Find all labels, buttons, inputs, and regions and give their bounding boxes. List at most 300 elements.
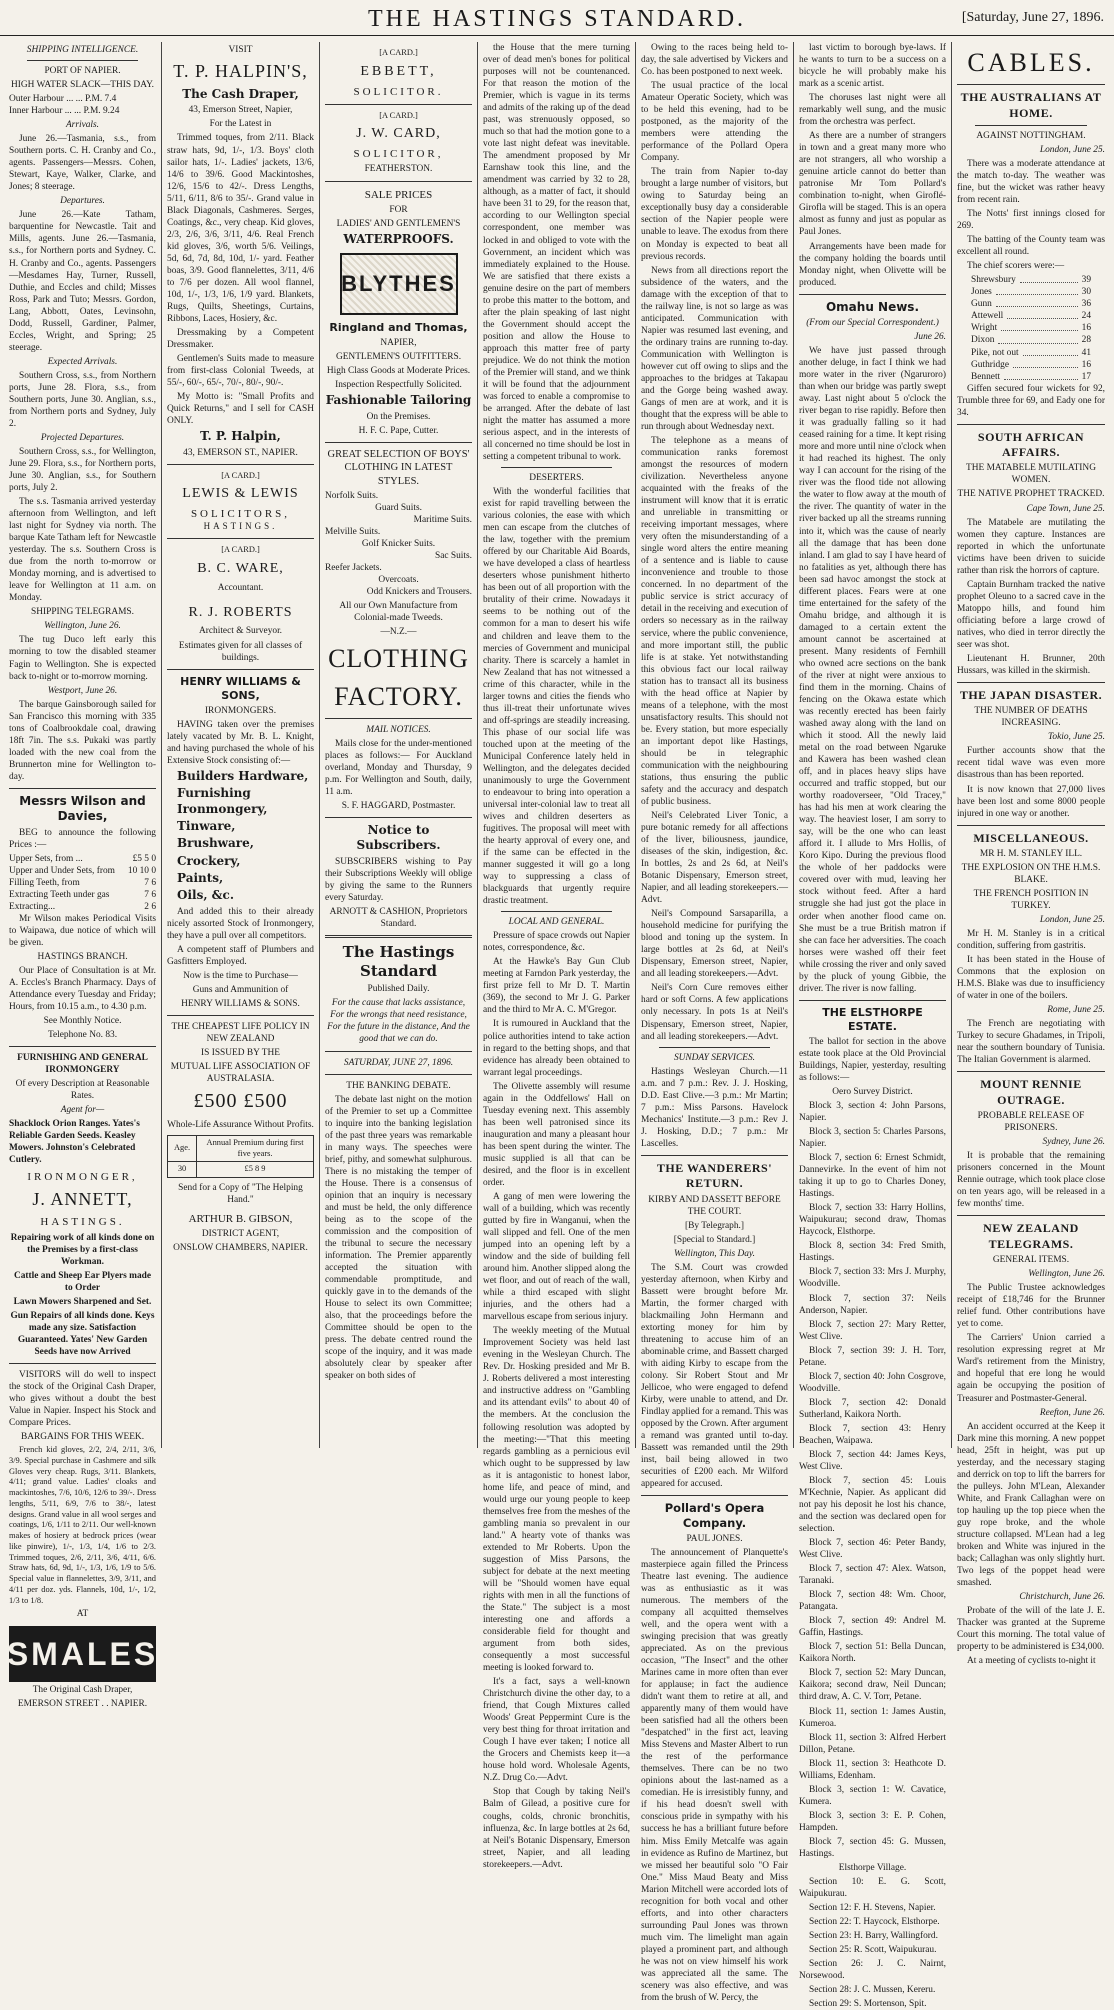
divider [9, 788, 156, 789]
annett-name: J. ANNETT, [32, 1189, 133, 1210]
by-telegraph: [By Telegraph.] [684, 1220, 745, 1231]
visitors-text: VISITORS will do well to inspect the stock of the Original Cash Draper, who gives without a doubt the best Value in Napier. Inspect his Stock and Compare Prices. [9, 1369, 156, 1428]
column-2 [162, 42, 320, 1448]
general-items: GENERAL ITEMS. [992, 1255, 1070, 1266]
village-item: Section 25: R. Scott, Waipukurau. [809, 1945, 937, 1956]
dot-leader [1001, 322, 1077, 331]
lewis-role: SOLICITORS, [190, 508, 291, 521]
south-africa-sub: THE MATABELE MUTILATING WOMEN. [966, 463, 1096, 486]
boys-list [325, 490, 472, 598]
cutter: H. F. C. Pape, Cutter. [358, 425, 439, 436]
dateline: Reefton, June 26. [1039, 1407, 1105, 1418]
standard-title: The Hastings Standard [342, 942, 455, 981]
ballot-item: Block 7, section 39: J. H. Torr, Petane. [799, 1345, 946, 1368]
choruses: The choruses last night were all remarkably well sung, and the music from the orchestra was perfect. [799, 93, 946, 128]
price-value: 10 10 0 [127, 865, 156, 876]
smales-tagline: The Original Cash Draper, [32, 1685, 133, 1696]
divider [957, 1215, 1105, 1216]
dressmaking: Dressmaking by a Competent Dressmaker. [167, 327, 314, 351]
price-item: Upper Sets, from ... [9, 853, 83, 864]
cables-heading: CABLES. [967, 48, 1095, 77]
ballot-item: Block 11, section 3: Alfred Herbert Dillon, Petane. [799, 1732, 946, 1755]
telegram-text: Probate of the will of the late J. E. Thacker was granted at the Supreme Court this morning. The total value of property to be administered is £34,000. [957, 1606, 1105, 1653]
ebbett-name: EBBETT, [360, 63, 437, 79]
scorer-row [957, 322, 1105, 334]
divider [167, 464, 314, 465]
boys-item: Reefer Jackets. [325, 563, 382, 574]
card-town: FEATHERSTON. [364, 164, 433, 175]
halpin-sign-address: 43, EMERSON ST., NAPIER. [183, 447, 298, 458]
price-row [9, 877, 156, 889]
ballot-item: Block 7, section 52: Mary Duncan, Kaikora; second draw, Neil Duncan; third draw, A. C. V. Torr, Petane. [799, 1668, 946, 1703]
divider [325, 935, 472, 938]
cables-text: There was a moderate attendance at the match to-day. The weather was fine, but the wicket was rather heavy from recent rain. [957, 159, 1105, 206]
price-list [9, 853, 156, 913]
clothing-label: CLOTHING [328, 644, 469, 674]
annett-guns: Gun Repairs of all kinds done. Keys made any size. Satisfaction Guaranteed. Yates' New Garden Seeds have now Arrived [10, 1310, 155, 1357]
dateline: London, June 25. [1039, 915, 1105, 926]
divider [957, 84, 1105, 85]
stock-item: Paints, [177, 871, 224, 886]
oero-heading: Oero Survey District. [832, 1087, 913, 1098]
nz-label: —N.Z.— [380, 627, 417, 638]
ballot-list [799, 1100, 946, 1860]
card-name: J. W. CARD, [356, 126, 441, 142]
lewis-town: HASTINGS. [203, 521, 278, 532]
elsthorpe-intro: The ballot for section in the above estate took place at the Old Provincial Buildings, Napier, yesterday, resulting as follows:— [799, 1036, 946, 1083]
agent-for: Agent for— [60, 1105, 105, 1116]
divider [799, 1000, 946, 1001]
village-item: Section 12: F. H. Stevens, Napier. [809, 1902, 936, 1913]
ballot-item: Block 7, section 49: Andrel M. Gaffin, Hastings. [799, 1616, 946, 1639]
south-africa-sub: THE NATIVE PROPHET TRACKED. [957, 489, 1105, 500]
halpin-name: T. P. HALPIN'S, [173, 61, 308, 82]
annett-mowers: Lawn Mowers Sharpened and Set. [13, 1296, 152, 1307]
arrivals-heading: Arrivals. [65, 120, 100, 131]
divider [501, 911, 612, 912]
subscribers-text: SUBSCRIBERS wishing to Pay their Subscriptions Weekly will oblige by giving the same to the Runners every Saturday. [325, 856, 472, 903]
local-item: It is rumoured in Auckland that the police authorities intend to take action in regard to the betting shops, and that evidence has already been obtained to warrant legal proceedings. [483, 1019, 630, 1078]
paul-jones: PAUL JONES. [686, 1533, 743, 1544]
branch-text: Our Place of Consultation is at Mr. A. Eccles's Branch Pharmacy. Days of Attendance every Tuesday and Friday; Hours, from 10.15 a.m., to 4.30 p.m. [9, 965, 156, 1012]
telegram-text: The barque Gainsborough sailed for San Francisco this morning with 335 tons of Coalbrookdale coal, drawing 18ft 7in. The s.s. Pukaki was partly loaded with the new coal from the Brunnerton mine for Wellington to-day. [9, 699, 156, 782]
divider [325, 442, 472, 443]
henry-williams-list [167, 769, 314, 904]
village-item: Section 22: T. Haycock, Elsthorpe. [809, 1917, 940, 1928]
advertisement: Neil's Celebrated Liver Tonic, a pure botanic remedy for all affections of the liver, biliousness, jaundice, diseases of the skin, indigestion, &c. In bottles, 2s and 2s 6d, at Neil's Botanic Dispensary, Emerson street, Napier, and all leading storekeepers.—Advt. [641, 810, 788, 906]
strangers: As there are a number of strangers in town and a great many more who are not strangers, all who worship a genuine article cannot do better than patronise Mr Tom Pollard's combination to-night, when Giroflé-Girofla will be staged. This is an opera almost as funny and just as popular as Paul Jones. [799, 131, 946, 238]
dot-leader [998, 334, 1077, 343]
divider [9, 1046, 156, 1047]
sale-for: FOR [389, 204, 408, 215]
cables-text: Further accounts show that the recent tidal wave was even more disastrous than has been reported. [957, 746, 1105, 781]
own-make: All our Own Manufacture from Colonial-made Tweeds. [339, 601, 458, 624]
card-role: SOLICITOR, [353, 148, 444, 161]
stock-item: Builders Hardware, [177, 768, 309, 783]
boys-item: Golf Knicker Suits. [361, 539, 436, 550]
dot-leader [1013, 359, 1078, 368]
tailoring: Fashionable Tailoring [325, 393, 472, 408]
advertisement: Neil's Corn Cure removes either hard or soft Corns. A few applications only necessary. In pots 1s at Neil's Dispensary, Emerson street, Napier, and all leading storekeepers.—Advt. [641, 983, 788, 1042]
dateline: Sydney, June 26. [1042, 1137, 1105, 1148]
premium-amount: £5 8 9 [197, 1162, 314, 1178]
henry-williams-sign: HENRY WILLIAMS & SONS. [181, 998, 300, 1009]
divider [799, 294, 946, 295]
ballot-item: Block 7, section 42: Donald Sutherland, Kaikora North. [799, 1397, 946, 1420]
omahu-heading: Omahu News. [825, 299, 920, 314]
life-amount: £500 £500 [193, 1090, 288, 1113]
nottingham-sub: AGAINST NOTTINGHAM. [976, 130, 1086, 141]
telegram-text: The Public Trustee acknowledges receipt of £18,746 for the Brunner relief fund. Other contributions have yet to come. [957, 1283, 1105, 1330]
stock-item: Crockery, [177, 853, 241, 868]
scorer-name: Pike, not out [971, 347, 1019, 358]
misc-sub: MR H. M. STANLEY ILL. [979, 848, 1083, 859]
dateline: Wellington, This Day. [674, 1248, 755, 1259]
henry-williams-now: Now is the time to Purchase— [183, 970, 298, 981]
card-label: [A CARD.] [221, 470, 260, 480]
telegram-text: At a meeting of cyclists to-night it [967, 1656, 1096, 1667]
misc-heading: MISCELLANEOUS. [973, 830, 1089, 845]
ballot-item: Block 3, section 3: E. P. Cohen, Hampden. [799, 1810, 946, 1833]
halpin-for: For the Latest in [209, 119, 272, 130]
ware-role: Accountant. [217, 582, 264, 593]
omahu-date: June 26. [914, 332, 946, 343]
ballot-item: Block 11, section 1: James Austin, Kumeroa. [799, 1706, 946, 1729]
dateline: London, June 25. [1039, 145, 1105, 156]
premium-age: 30 [168, 1162, 197, 1178]
divider [325, 718, 472, 719]
ballot-item: Block 11, section 3: Heathcote D. Williams, Edenham. [799, 1758, 946, 1781]
arrangements: Arrangements have been made for the company holding the boards until Monday night, when Olivette will be produced. [799, 241, 946, 288]
wilson-intro: BEG to announce the following Prices :— [9, 827, 156, 850]
sunday-text: Hastings Wesleyan Church.—11 a.m. and 7 p.m.: Rev. J. J. Hosking, D.D. East Clive.—3 p.m.: Mr Martin; 7 p.m.: Miss Parsons. Havelock Mechanics' Institute.—3 p.m.: Rev J. J. Hosking, D.D.; 7 p.m.: Mr Lascelles. [641, 1066, 788, 1149]
banking-text: The debate last night on the motion of the Premier to set up a Committee to inquire into the banking legislation of the past three years was remarkable in many ways. The speeches were brief, pithy, and somewhat sulphurous. There is no mistaking the temper of the House. There is a consensus of opinion that an inquiry is necessary and must be held, the only difference being as to the scope of the commission and the composition of the tribunal to secure the necessary information. The Premier apparently accepted the situation with commendable promptitude, and quickly gave in to the demands of the House to select its own Committee; also, that the proceedings before the Committee should be open to the press. The debate centred round the scope of the inquiry, and it was made absolutely clear by speaker after speaker on both sides of [325, 1094, 472, 1382]
cables-text: Mr H. M. Stanley is in a critical condition, suffering from gastritis. [957, 929, 1105, 952]
scorer-name: Shrewsbury [971, 275, 1016, 286]
divider [167, 538, 314, 539]
wanderers-text: The S.M. Court was crowded yesterday afternoon, when Kirby and Bassett were brought before Mr. Martin, the former charged with blackmailing John Hermann and extorting money for him by threatening to accuse him of an abominable crime, and Bassett charged with aiding Kirby to escape from the colony. Sir Robert Stout and Mr Jellicoe, who were engaged to defend Kirby, were unable to attend, and Dr. Findlay applied for a remand. This was opposed by the Crown. After argument a remand was granted until to-day. Bassett was remanded until the 29th inst, bail being allowed in two securities of £200 each. Mr Wilford appeared for accused. [641, 1262, 788, 1490]
divider [975, 125, 1087, 126]
ballot-item: Block 3, section 5: Charles Parsons, Napier. [799, 1127, 946, 1150]
scorer-name: Gunn [971, 299, 992, 310]
deserters-text: With the wonderful facilities that exist for rapid travelling between the various colonies, the ease with which men can escape from the clutches of the law, together with the premium offered by our Charitable Aid Boards, we have developed a class of heartless deserters whose punishment hitherto has been out of all proportion with the brutality of their crime. Nowadays it seems to be nothing out of the common for a man to desert his wife and children and leave them to the mercies of Government and municipal charity. There is scarcely a hamlet in New Zealand that has not witnessed a crime of this character, while in the larger towns and cities the fiends who thus ill-treat their unfortunate wives and off-springs are steadily increasing. This phase of our social life was touched upon at the meeting of the Municipal Conference lately held in Wellington, and the delegates decided unanimously to urge the Government to endeavour to bring into operation a universal inter-colonial law to treat all wives and children deserters as fugitives. The proposal will meet with the hearty approval of every one, and if the same can be effected in the manner suggested it will go a long way to suppressing a class of blackguards that urgently require drastic treatment. [483, 487, 630, 907]
village-item: Section 10: E. G. Scott, Waipukurau. [799, 1876, 946, 1899]
local-item: News from all directions report the subsidence of the waters, and the damage with the exception of that to the railway line, is not so large as was anticipated. Communication with Napier was resumed last evening, and the ordinary trains are running to-day. Communication with Wellington is however cut off owing to slips and the approaches to the bridges at Takapau and the Gorge being washed away. Gangs of men are at work, and it is thought that the express will be able to run through about Wednesday next. [641, 265, 788, 432]
pollard-heading: Pollard's Opera Company. [664, 1501, 765, 1530]
boys-item: Maritime Suits. [413, 515, 472, 525]
dot-leader [1007, 310, 1077, 319]
dateline: Wellington, June 26. [1028, 1269, 1105, 1280]
divider [659, 1047, 770, 1048]
high-class: High Class Goods at Moderate Prices. [326, 366, 471, 377]
furnishing-heading: FURNISHING AND GENERAL IRONMONGERY [17, 1053, 148, 1076]
roberts-role: Architect & Surveyor. [198, 626, 283, 637]
local-item: Stop that Cough by taking Neil's Balm of Gilead, a positive cure for coughs, colds, chronic bronchitis, influenza, &c. In large bottles at 2s 6d, at Neil's Botanic Dispensary, Emerson street, Napier, and all leading storekeepers.—Advt. [483, 1787, 630, 1870]
giffen-text: Giffen secured four wickets for 92, Trumble three for 69, and Eady one for 34. [957, 383, 1105, 418]
scorer-runs: 16 [1081, 359, 1091, 370]
lewis-name: LEWIS & LEWIS [182, 486, 299, 502]
halpin-signature: T. P. Halpin, [200, 429, 281, 444]
scorer-runs: 41 [1081, 347, 1091, 358]
advertisement: Neil's Compound Sarsaparilla, a household medicine for purifying the blood and toning up the system. In large bottles at 2s 6d, at Neil's Dispensary, Emerson street, Napier, and all leading storekeepers.—Advt. [641, 909, 788, 980]
price-row [9, 865, 156, 877]
nz-telegrams-heading: NEW ZEALAND TELEGRAMS. [983, 1221, 1079, 1251]
cables-text: The Matabele are mutilating the women they capture. Instances are reported in which the unfortunate victims have been driven to suicide rather than risk the horrors of capture. [957, 517, 1105, 576]
shipping-notes: The s.s. Tasmania arrived yesterday afternoon from Wellington, and left last night for Sydney via north. The barque Kate Tatham left for Newcastle yesterday. The s.s. Southern Cross is due from the north to-morrow or Monday morning, and is advertised to leave for Wellington at 11 a.m. on Monday. [9, 497, 156, 604]
mail-sign: S. F. HAGGARD, Postmaster. [341, 801, 456, 812]
ballot-item: Block 7, section 40: John Cosgrove, Woodville. [799, 1371, 946, 1394]
local-heading: LOCAL AND GENERAL. [508, 917, 605, 928]
divider [641, 1155, 788, 1156]
column-4 [478, 42, 636, 1870]
shipping-heading: SHIPPING INTELLIGENCE. [26, 45, 139, 55]
scorer-runs: 28 [1081, 335, 1091, 346]
departures-text: June 26.—Kate Tatham, barquentine for Newcastle. Tait and Mills, agents. June 26.—Tasmania, s.s., for Northern ports and Sydney. C. H. Cranby and Co., agents. Passengers—Mesdames Hay, Turner, Russell, Duthie, and Eccles and child; Misses Ross, Park and Tuto; Messrs. Gordon, Lang, Abbott, Oates, Levinsohn, Dodd, Russell, Gardiner, Palmer, Eccles, Wright, and Spring; 25 steerage. [9, 210, 156, 353]
column-7 [952, 42, 1110, 1667]
motto: My Motto is: "Small Profits and Quick Returns," and I sell for CASH ONLY. [167, 392, 314, 427]
local-item: The train from Napier to-day brought a large number of visitors, but owing to Saturday being an exceptionally busy day a considerable section of the Napier people were unable to leave. The exodus from there on Monday is expected to beat all previous records. [641, 167, 788, 262]
card-label: [A CARD.] [379, 48, 418, 57]
suits: Gentlemen's Suits made to measure from first-class Colonial Tweeds, at 55/-, 60/-, 65/-, 70/-, 80/-, 90/-. [167, 354, 314, 389]
price-row [9, 901, 156, 913]
port-heading: PORT OF NAPIER. [44, 66, 121, 77]
scorer-name: Dixon [971, 335, 995, 346]
scorer-row [957, 347, 1105, 359]
ballot-item: Block 7, section 27: Mary Retter, West Clive. [799, 1319, 946, 1342]
scorer-name: Attewell [971, 311, 1004, 322]
stock-item: Tinware, [177, 818, 236, 833]
gibson-address: ONSLOW CHAMBERS, NAPIER. [173, 1243, 308, 1254]
divider [325, 817, 472, 818]
inner-harbour: Inner Harbour ... ... P.M. 9.24 [9, 106, 120, 117]
life-association: MUTUAL LIFE ASSOCIATION OF AUSTRALASIA. [170, 1062, 311, 1085]
roberts-name: R. J. ROBERTS [188, 604, 293, 620]
dot-leader [996, 298, 1078, 307]
column-6 [794, 42, 952, 2010]
scorer-runs: 30 [1081, 287, 1091, 298]
annett-pliers: Cattle and Sheep Ear Plyers made to Order [13, 1270, 152, 1293]
cables-text: The batting of the County team was excellent all round. [957, 235, 1105, 258]
scorer-row [957, 310, 1105, 322]
pollard-text: The announcement of Planquette's masterpiece again filled the Princess Theatre last evening. The audience was as enthusiastic as it was numerous. The members of the company all acquitted themselves well, and the opera went with a swinging precision that was greatly appreciated. As on the previous occasion, "The Insect" and the other Marines came in more often than ever for applause; in fact the audience didn't want them to retire at all, and apparently many of them would have been satisfied had all the others been "despatched" in the first act, leaving Miss Stevens and Master Albert to run the rest of the performance themselves. There can be no two opinions about the last-named as a comedian. He is irresistibly funny, and if his head doesn't swell with conscious pride in sympathy with his success he has a brilliant future before him. Miss Emily Metcalfe was again in evidence as Rufino de Martinez, but we missed her beautiful solo "O Fair One." Miss Maud Beaty and Miss Marion Mitchell were accorded lots of recognition for both vocal and other efforts, and into other characters surrounding Paul Jones was thrown much vim. The limelight man again played a prominent part, and although he was not on view himself his work was appreciated all the same. The scenery was also effective, and was from the brush of W. Percy, the [641, 1547, 788, 2003]
local-item: The weekly meeting of the Mutual Improvement Society was held last evening in the Wesleyan Church. The Rev. Dr. Hosking presided and Mr B. J. Roberts delivered a most interesting and instructive address on "Gambling and its attendant evils" to about 40 of the members. At the conclusion the following resolution was adopted by the meeting:—"That this meeting regards gambling as a pernicious evil which ought to be suppressed by law as it is antagonistic to honest labor, home life, and peace of mind, and would urge our young people to keep themselves free from the meshes of the gambling mania so prevalent in our land." A hearty vote of thanks was extended to Mr Roberts. Upon the suggestion of Miss Parsons, the subject for debate at the next meeting will be "Should women have equal rights with men in all the functions of the State." The subject is a most interesting one and affords a considerable field for thought and argument from both sides, consequently a most successful meeting is looked forward to. [483, 1326, 630, 1674]
divider [957, 682, 1105, 683]
local-item: The telephone as a means of communication ranks foremost amongst the resources of modern civilization. Nevertheless anyone acquainted with the freaks of the instrument will know that it is erratic and unreliable in transmitting or receiving important messages, where very often the misunderstanding of a single word alters the entire meaning of a sentence and is liable to cause inconvenience and trouble to those concerned. In no department of the public service is strict accuracy of detail in the receiving and execution of orders so necessary as in the railway service, where the public convenience, and more important still, the public life is at stake. Yet notwithstanding this obvious fact our local railway station has to transact all its business with the head office at Napier by means of a telephone, with the most unsatisfactory results. This should not be. Every station, but more especially an important depot like Hastings, should be in telegraphic communication with the neighbouring stations, thus ensuring the public safety and the accuracy and despatch of public business. [641, 436, 788, 807]
gibson-role: DISTRICT AGENT, [201, 1229, 280, 1240]
ballot-item: Block 3, section 1: W. Cavatice, Kumera. [799, 1784, 946, 1807]
ringland-town: NAPIER, [380, 338, 417, 349]
scorer-name: Wright [971, 323, 998, 334]
ballot-item: Block 7, section 43: Henry Beachen, Waipawa. [799, 1423, 946, 1446]
published-daily: Published Daily. [367, 984, 430, 995]
high-water-heading: HIGH WATER SLACK—THIS DAY. [10, 80, 155, 91]
halpin-items: Trimmed toques, from 2/11. Black straw hats, 9d, 1/-, 1/3. Boys' cloth sailor hats, 1/-. Ladies' jackets, 13/6, 14/6 to 39/6. Good Mackintoshes, 12/6, 15/6 to 42/-. Dress Lengths, 5/11, 6/11, 8/6 to 35/-. Grand value in Black Diagonals, Cashmeres. Serges, Coatings, &c., very cheap. Kid gloves, 2/3, 2/6, 3/6, 3/11, 4/6. Real French kid gloves, 3/6, worth 5/6. Veilings, 5d, 6d, 7d, 8d, 10d, 1/- yard. Feather boas, 3/9. Good flannelettes, 3/11, 4/6 to 7/6 per dozen. All wool flannel, 10d, 1/-, 1/3, 1/6, 1/9 yard. Blankets, Rugs, Quilts, Sheetings, Curtains, Ribbons, Laces, Hosiery, &c. [167, 133, 314, 324]
rennie-heading: MOUNT RENNIE OUTRAGE. [980, 1077, 1082, 1107]
expected-text: Southern Cross, s.s., from Northern ports, June 28. Flora, s.s., from Southern ports, June 30. Anglian, s.s., from Northern ports and Sydney, July 2. [9, 370, 156, 429]
sale-prices: SALE PRICES [364, 188, 433, 201]
ballot-item: Block 8, section 34: Fred Smith, Hastings. [799, 1241, 946, 1264]
branch-notice: See Monthly Notice. [43, 1016, 122, 1026]
banking-heading: THE BANKING DEBATE. [346, 1080, 451, 1091]
misc-sub: THE FRENCH POSITION IN TURKEY. [973, 889, 1089, 912]
scorer-row [957, 298, 1105, 310]
henry-williams-heading: HENRY WILLIAMS & SONS, [180, 674, 301, 702]
stock-item: Oils, &c. [177, 888, 234, 903]
expected-heading: Expected Arrivals. [47, 356, 118, 367]
banking-continued: the House that the mere turning over of dead men's bones for political purposes will not be countenanced. For that reason the motion of the Premier, which is vague in its terms and admits of the raking up of the dead past, was strenuously opposed, so much so that had the motion gone to a vote last night defeat was inevitable. The amendment proposed by Mr Earnshaw took this line, and the amendment was carried by 32 to 28, although, as a matter of fact, it should have been 31 to 29, for the reason that, according to our Wellington special correspondent, one member was locked in and obliged to vote with the Government, an incident which was immediately explained to the House. We are satisfied that there exists a genuine desire on the part of members to probe this matter to the bottom, and after the plain speaking of last night the Government should accept the position and allow the House to approach this matter free of party prejudice. We do not think the motion of the Premier will stand, and we think it will be found that the adjournment was forced to enable a compromise to be arranged. After the debate of last night the matter has assumed a more serious aspect, and in the interests of all concerned no time should be lost in setting a competent tribunal to work. [483, 43, 630, 463]
halpin-address: 43, Emerson Street, Napier, [188, 105, 293, 116]
divider [9, 1363, 156, 1364]
dateline: Cape Town, June 25. [1026, 503, 1105, 514]
divider [501, 467, 612, 468]
life-send: Send for a Copy of "The Helping Hand." [178, 1183, 303, 1206]
visit-label: VISIT [228, 45, 253, 55]
arrivals-text: June 26.—Tasmania, s.s., from Southern ports. C. H. Cranby and Co., agents. Passengers—Messrs. Cohen, Stewart, Kaye, Walker, Clarke, and Jones; 8 steerage. [9, 134, 156, 193]
premium-table [167, 1135, 314, 1178]
village-item: Section 26: J. C. Nairnt, Norsewood. [799, 1959, 946, 1982]
boys-item: Odd Knickers and Trousers. [366, 587, 472, 598]
omahu-sub: (From our Special Correspondent.) [806, 317, 939, 328]
omahu-text: We have just passed through another deluge, in fact I think we had more water in the river (Ngaruroro) than when our bridge was partly swept away. Last night about 5 o'clock the river began to rise rapidly. Before then it was gradually falling so it had ceased raining for a time. It kept rising more and more until nine o'clock when it had reached its highest. The only way I can account for the rising of the river was the flood tide not allowing the water to flow away at the mouth of the river. The quantity of water in the river backed up all the streams running into it, which was the cause of nearly all the damage that has been done inland. I am glad to say I have heard of no fatalities as yet, although there has been sad havoc amongst the stock at different places. Fears were at one time entertained for the safety of the Omahu bridge, and although it is damaged to a certain extent the amount cannot be ascertained at present. Many residents of Fernhill who owned acre sections on the bank of the river at night were anxious to find them in the morning. Chains of fencing on the Okawa estate which was recently erected has been fairly washed away along with the land on which it stood. All the newly laid metal on the road between Ngaruke and Kawera has been washed clean off, and in places heavy slips have occurred and traffic stopped, but our worthy roadoverseer, "Old Tracey," has had his men at work clearing the way. The heaviest loser, I am sorry to say, will be the one who can least afford it. I allude to Mrs Hollis, of Koro Kipo. During the previous flood the whole of her paddocks were covered over with mud, leaving her stock without feed. After a hard struggle she had just got the place in order when another flood came on. She must be a true British matron if she can face her adversities. The coach horses were washed off their feet while crossing the river and only saved by the pluck of young Gibbie, the driver. The river is now falling. [799, 346, 946, 994]
column-3 [320, 42, 478, 1448]
boys-item: Guard Suits. [375, 502, 422, 513]
elsthorpe-heading: THE ELSTHORPE ESTATE. [822, 1005, 923, 1033]
cables-text: The Notts' first innings closed for 269. [957, 209, 1105, 232]
henry-williams-intro: HAVING taken over the premises lately vacated by Mr. B. L. Knight, and having purchased the whole of his Extensive Stock consisting of:— [167, 719, 314, 766]
cables-text: It has been stated in the House of Commons that the explosion on H.M.S. Blake was due to insufficiency of water in one of the boilers. [957, 955, 1105, 1002]
projected-heading: Projected Departures. [40, 432, 125, 443]
price-item: Extracting... [9, 901, 56, 912]
deserters-heading: DESERTERS. [529, 473, 584, 484]
cables-text: It is probable that the remaining prisoners concerned in the Mount Rennie outrage, which took place close on ten years ago, will be released in a few months' time. [957, 1151, 1105, 1210]
local-item: The usual practice of the local Amateur Operatic Society, which was to be held this evening, had to be postponed, as the majority of the members were attending the performance of the Pollard Opera Company. [641, 81, 788, 164]
telegram-text: The tug Duco left early this morning to tow the disabled steamer Fagin to Wellington. She is expected back to-night or to-morrow morning. [9, 635, 156, 682]
price-row [9, 853, 156, 865]
outfitters: GENTLEMEN'S OUTFITTERS. [335, 352, 462, 363]
dateline: Wellington, June 26. [44, 621, 121, 632]
sale-ladies: LADIES' AND GENTLEMEN'S [336, 218, 461, 229]
dot-leader [996, 286, 1078, 295]
price-item: Extracting Teeth under gas [9, 889, 110, 900]
telegram-text: An accident occurred at the Keep it Dark mine this morning. A new poppet head, 25ft in height, was put up yesterday, and the necessary staging and derrick on top to lift the barrers for the pulleys. John M'Lean, Alexander White, and Frank Callaghan were on top hauling up the top piece when the guy rope broke, and the whole structure collapsed. M'Lean had a leg broken and White was injured in the back; Callaghan was only slightly hurt. Two legs of the poppet head were smashed. [957, 1421, 1105, 1588]
life-whole: Whole-Life Assurance Without Profits. [167, 1119, 314, 1130]
masthead [0, 0, 1114, 36]
ballot-item: Block 7, section 51: Bella Duncan, Kaikora North. [799, 1642, 946, 1665]
ballot-item: Block 7, section 33: Mrs J. Murphy, Woodville. [799, 1267, 946, 1290]
price-item: Upper and Under Sets, from [9, 865, 115, 876]
ballot-item: Block 7, section 45: Louis M'Kechnie, Napier. As applicant did not pay his deposit he lost his chance, and the section was declared open for selection. [799, 1475, 946, 1535]
divider [325, 104, 472, 105]
boys-item: Melville Suits. [325, 527, 381, 538]
south-africa-heading: SOUTH AFRICAN AFFAIRS. [977, 429, 1085, 460]
ballot-item: Block 7, section 6: Ernest Schmidt, Dannevirke. In the event of him not taking it up to go to Charles Doney, Hastings. [799, 1153, 946, 1200]
waterproofs: WATERPROOFS. [343, 231, 454, 246]
annett-town: HASTINGS. [40, 1216, 125, 1229]
telegrams-heading: SHIPPING TELEGRAMS. [31, 607, 134, 618]
columns [4, 42, 1110, 2010]
scorer-runs: 24 [1081, 311, 1091, 322]
wanderers-heading: THE WANDERERS' RETURN. [656, 1160, 773, 1191]
ballot-item: Block 7, section 37: Neils Anderson, Napier. [799, 1293, 946, 1316]
divider [957, 825, 1105, 826]
smales-address: EMERSON STREET . . NAPIER. [17, 1699, 148, 1710]
subscribers-sign: ARNOTT & CASHION, Proprietors Standard. [329, 906, 468, 929]
dateline: Christchurch, June 26. [1019, 1592, 1105, 1603]
leader-date: SATURDAY, JUNE 27, 1896. [343, 1057, 454, 1068]
dateline: Westport, June 26. [47, 685, 118, 696]
village-list [799, 1876, 946, 2010]
newspaper-title: THE HASTINGS STANDARD. [367, 6, 747, 32]
scorer-row [957, 334, 1105, 346]
scorer-name: Bennett [971, 371, 1001, 382]
gibson-name: ARTHUR B. GIBSON, [188, 1213, 293, 1226]
departures-heading: Departures. [60, 196, 105, 207]
scorer-name: Guthridge [971, 359, 1010, 370]
henry-williams-staff: A competent staff of Plumbers and Gasfitters Employed. [167, 944, 314, 967]
bargains-heading: BARGAINS FOR THIS WEEK. [20, 1432, 145, 1442]
dot-leader [1004, 371, 1077, 380]
inspection: Inspection Respectfully Solicited. [335, 380, 462, 391]
divider [325, 1051, 472, 1052]
dot-leader [1023, 347, 1078, 356]
dateline: Tokio, June 25. [1048, 732, 1105, 743]
price-row [9, 889, 156, 901]
issue-date: [Saturday, June 27, 1896. [961, 10, 1104, 25]
branch-heading: HASTINGS BRANCH. [37, 951, 128, 962]
annett-repairs: Repairing work of all kinds done on the Premises by a first-class Workman. [10, 1232, 155, 1267]
local-item: Owing to the races being held to-day, the sale advertised by Vickers and Co. has been postponed to next week. [641, 43, 788, 78]
henry-williams-added: And added this to their already nicely assorted Stock of Ironmongery, they have a pull over all competitors. [167, 906, 314, 941]
life-issued: IS ISSUED BY THE [201, 1048, 280, 1059]
scorers-list [957, 274, 1105, 382]
cables-text: The French are negotiating with Turkey to secure Ghadames, in Tripoli, near the southern boundary of Tunisia. The Italian Government is alarmed. [957, 1019, 1105, 1066]
pollard-continued: last victim to borough bye-laws. If he wants to turn to be a success on a bicycle he will probably make his mark as a scenic artist. [799, 43, 946, 90]
subscribers-heading: Notice to Subscribers. [356, 823, 441, 853]
scorer-runs: 17 [1081, 371, 1091, 382]
card-label: [A CARD.] [379, 110, 418, 120]
local-item: At the Hawke's Bay Gun Club meeting at Farndon Park yesterday, the first prize fell to Mr D. T. Martin (369), the second to Mr J. G. Parker and the third to Mr A. C. M'Gregor. [483, 957, 630, 1016]
life-heading: THE CHEAPEST LIFE POLICY IN NEW ZEALAND [171, 1022, 310, 1045]
divider [641, 1495, 788, 1496]
boys-item: Overcoats. [378, 575, 419, 586]
village-item: Section 28: J. C. Mussen, Kereru. [809, 1985, 936, 1996]
furnishing-text: Of every Description at Reasonable Rates. [15, 1079, 150, 1102]
stock-item: Brushware, [177, 836, 254, 851]
stock-item: Furnishing Ironmongery, [177, 786, 268, 816]
scorer-runs: 36 [1081, 299, 1091, 310]
premium-header-age: Age. [168, 1135, 197, 1162]
local-item: The Olivette assembly will resume again in the Oddfellows' Hall on Tuesday evening next. This assembly has been well patronised since its inauguration and many a pleasant hour has been spent during the winter. The music supplied is all that can be desired, and the floor is in excellent order. [483, 1081, 630, 1188]
rennie-sub: PROBABLE RELEASE OF PRISONERS. [977, 1111, 1085, 1134]
village-item: Section 29: S. Mortenson, Spit. [809, 1999, 927, 2010]
ballot-item: Block 7, section 48: Wm. Choor, Patangata. [799, 1590, 946, 1613]
divider [957, 424, 1105, 425]
boys-item: Sac Suits. [435, 551, 472, 562]
divider [325, 1074, 472, 1075]
australians-heading: THE AUSTRALIANS AT HOME. [960, 90, 1102, 120]
ballot-item: Block 7, section 33: Harry Hollins, Waipukurau; second draw, Thomas Haycock, Elsthorpe. [799, 1203, 946, 1238]
ballot-item: Block 7, section 46: Peter Bandy, West Clive. [799, 1538, 946, 1561]
mail-text: Mails close for the under-mentioned places as follows:— For Auckland overland, Monday and Thursday, 9 p.m. For Wellington and South, daily, 11 a.m. [325, 738, 472, 797]
wilson-heading: Messrs Wilson and Davies, [19, 793, 146, 824]
ware-name: B. C. WARE, [197, 560, 284, 576]
card-label: [A CARD.] [221, 544, 260, 554]
scorer-runs: 16 [1081, 323, 1091, 334]
ironmonger-label: IRONMONGER, [27, 1171, 138, 1184]
misc-sub: THE EXPLOSION ON THE H.M.S. BLAKE. [961, 862, 1101, 886]
scorer-runs: 39 [1081, 275, 1091, 286]
boys-heading: GREAT SELECTION OF BOYS' CLOTHING IN LATEST STYLES. [327, 448, 470, 487]
